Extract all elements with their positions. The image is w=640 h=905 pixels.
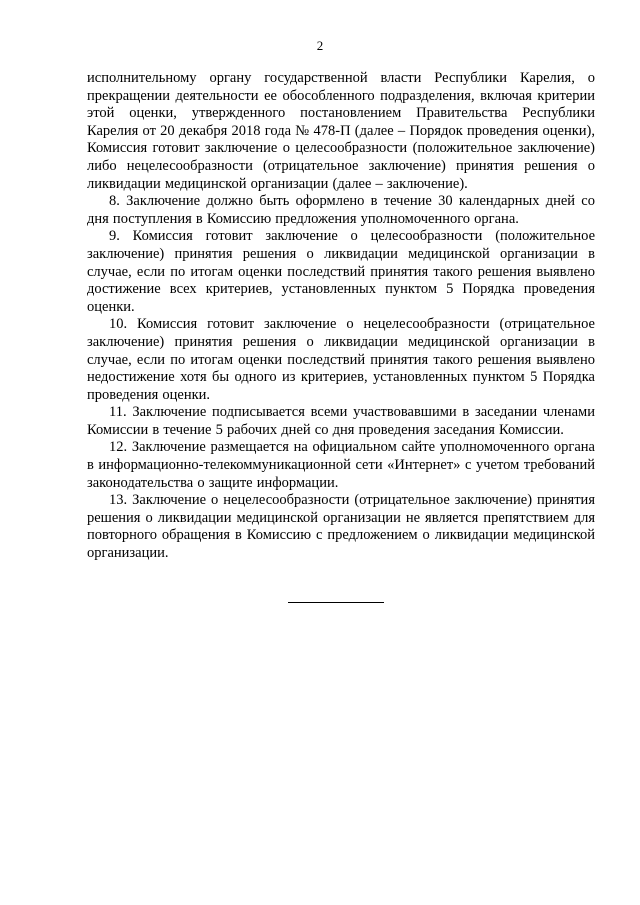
paragraph-item-13: 13. Заключение о нецелесообразности (отрицательное заключение) принятия решения о ликвидации медицинской организации не является препятствием для повторного обращения в Комиссию с предложением о ликвидации медицинской организации.	[87, 492, 595, 562]
end-of-text-divider	[288, 602, 384, 603]
paragraph-item-11: 11. Заключение подписывается всеми участвовавшими в заседании членами Комиссии в течение 5 рабочих дней со дня проведения заседания Комиссии.	[87, 404, 595, 438]
page-number: 2	[316, 38, 324, 53]
paragraph-item-10: 10. Комиссия готовит заключение о нецелесообразности (отрицательное заключение) принятия решения о ликвидации медицинской организации в случае, если по итогам оценки последствий принятия такого решения выявлено недостижение хотя бы одного из критериев, установленных пунктом 5 Порядка проведения оценки.	[87, 316, 595, 403]
paragraph-item-12: 12. Заключение размещается на официальном сайте уполномоченного органа в информационно-телекоммуникационной сети «Интернет» с учетом требований законодательства о защите информации.	[87, 439, 595, 491]
document-body	[87, 70, 595, 563]
paragraph-item-8: 8. Заключение должно быть оформлено в течение 30 календарных дней со дня поступления в Комиссию предложения уполномоченного органа.	[87, 193, 595, 227]
paragraph-continuation: исполнительному органу государственной власти Республики Карелия, о прекращении деятельности ее обособленного подразделения, включая критерии этой оценки, утвержденного постановлением Правительства Республики Карелия от 20 декабря 2018 года № 478-П (далее – Порядок проведения оценки), Комиссия готовит заключение о целесообразности (положительное заключение) либо нецелесообразности (отрицательное заключение) принятия решения о ликвидации медицинской организации (далее – заключение).	[87, 70, 595, 192]
paragraph-item-9: 9. Комиссия готовит заключение о целесообразности (положительное заключение) принятия решения о ликвидации медицинской организации в случае, если по итогам оценки последствий принятия такого решения выявлено достижение всех критериев, установленных пунктом 5 Порядка проведения оценки.	[87, 228, 595, 315]
